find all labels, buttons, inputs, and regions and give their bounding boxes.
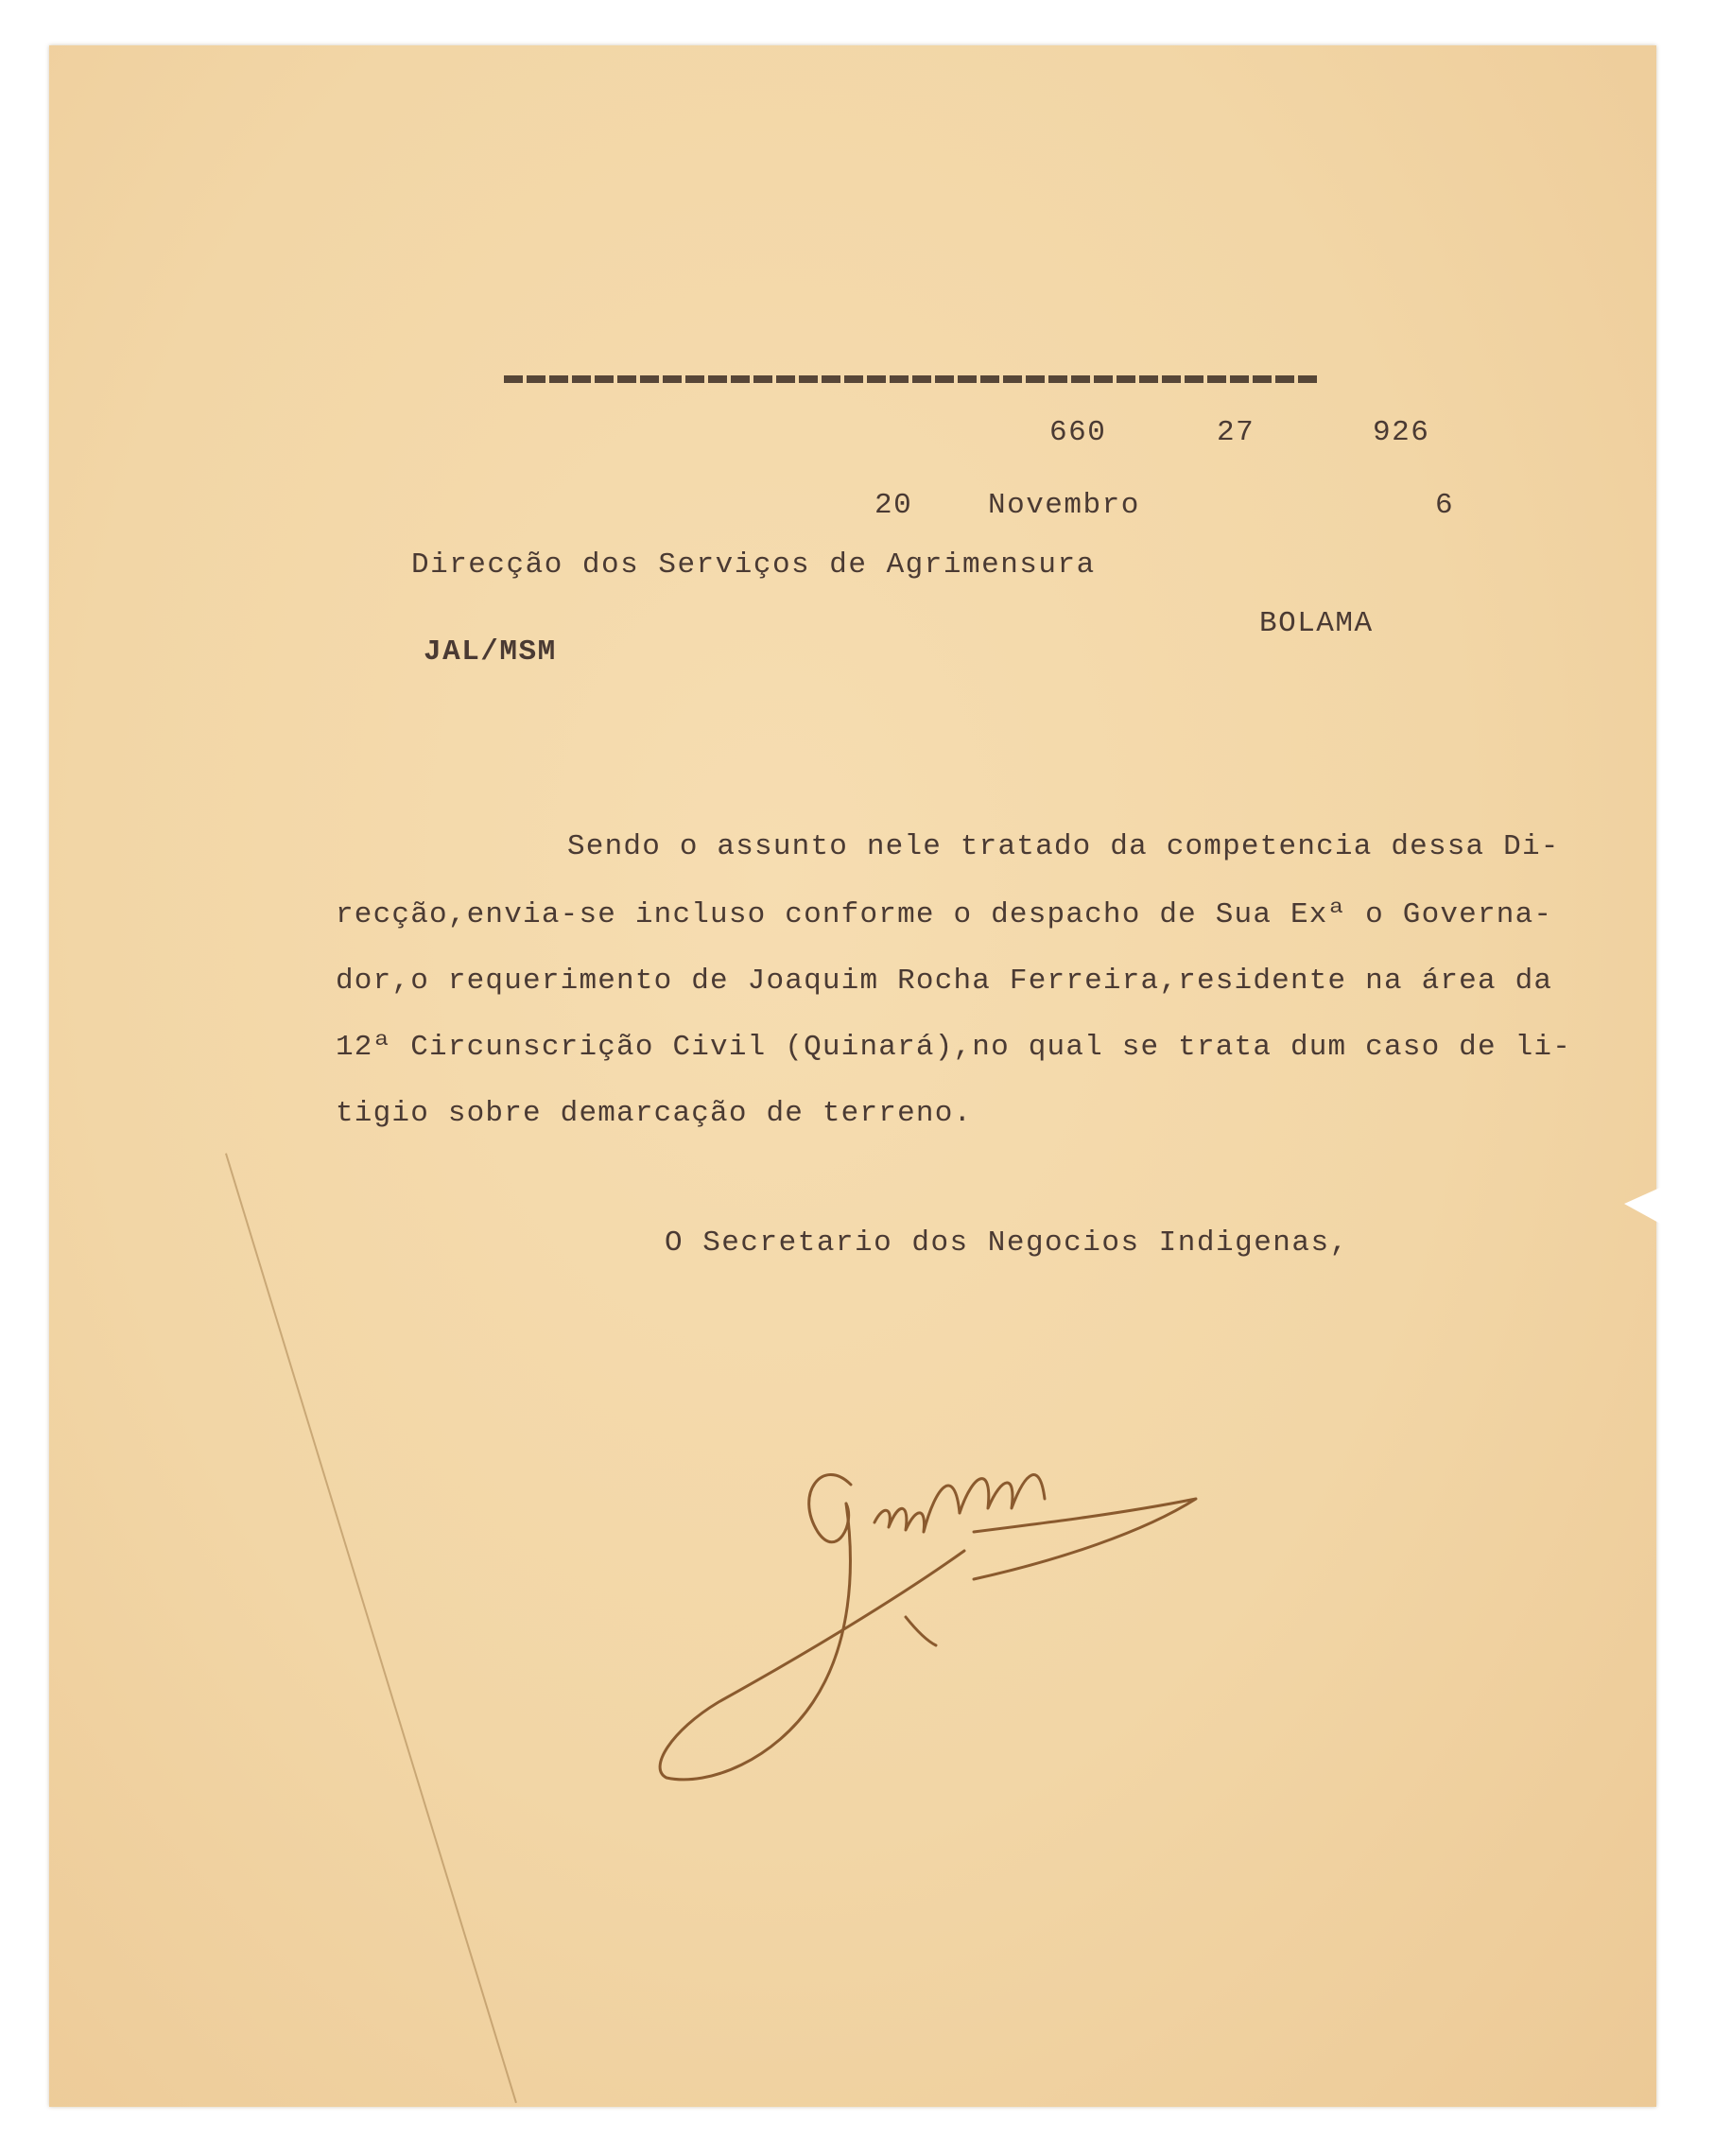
- date-month: Novembro: [988, 489, 1140, 522]
- body-line: recção,envia-se incluso conforme o despacho de Sua Exª o Governa-: [336, 898, 1553, 931]
- recipient-department: Direcção dos Serviços de Agrimensura: [411, 548, 1096, 582]
- body-line: dor,o requerimento de Joaquim Rocha Ferreira,residente na área da: [336, 965, 1553, 998]
- closing-title: O Secretario dos Negocios Indigenas,: [665, 1226, 1349, 1260]
- reference-year: 926: [1373, 416, 1430, 449]
- reference-number: 660: [1049, 416, 1107, 449]
- reference-initials: JAL/MSM: [424, 635, 557, 669]
- recipient-location: BOLAMA: [1259, 607, 1374, 640]
- handwritten-signature: [652, 1418, 1220, 1816]
- typed-dash-rule: [504, 375, 1319, 383]
- body-line: tigio sobre demarcação de terreno.: [336, 1097, 973, 1130]
- date-year: 6: [1435, 489, 1455, 522]
- date-day: 20: [874, 489, 913, 522]
- body-line: 12ª Circunscrição Civil (Quinará),no qual se trata dum caso de li-: [336, 1031, 1571, 1064]
- body-line: Sendo o assunto nele tratado da competencia dessa Di-: [567, 830, 1560, 863]
- reference-sequence: 27: [1217, 416, 1255, 449]
